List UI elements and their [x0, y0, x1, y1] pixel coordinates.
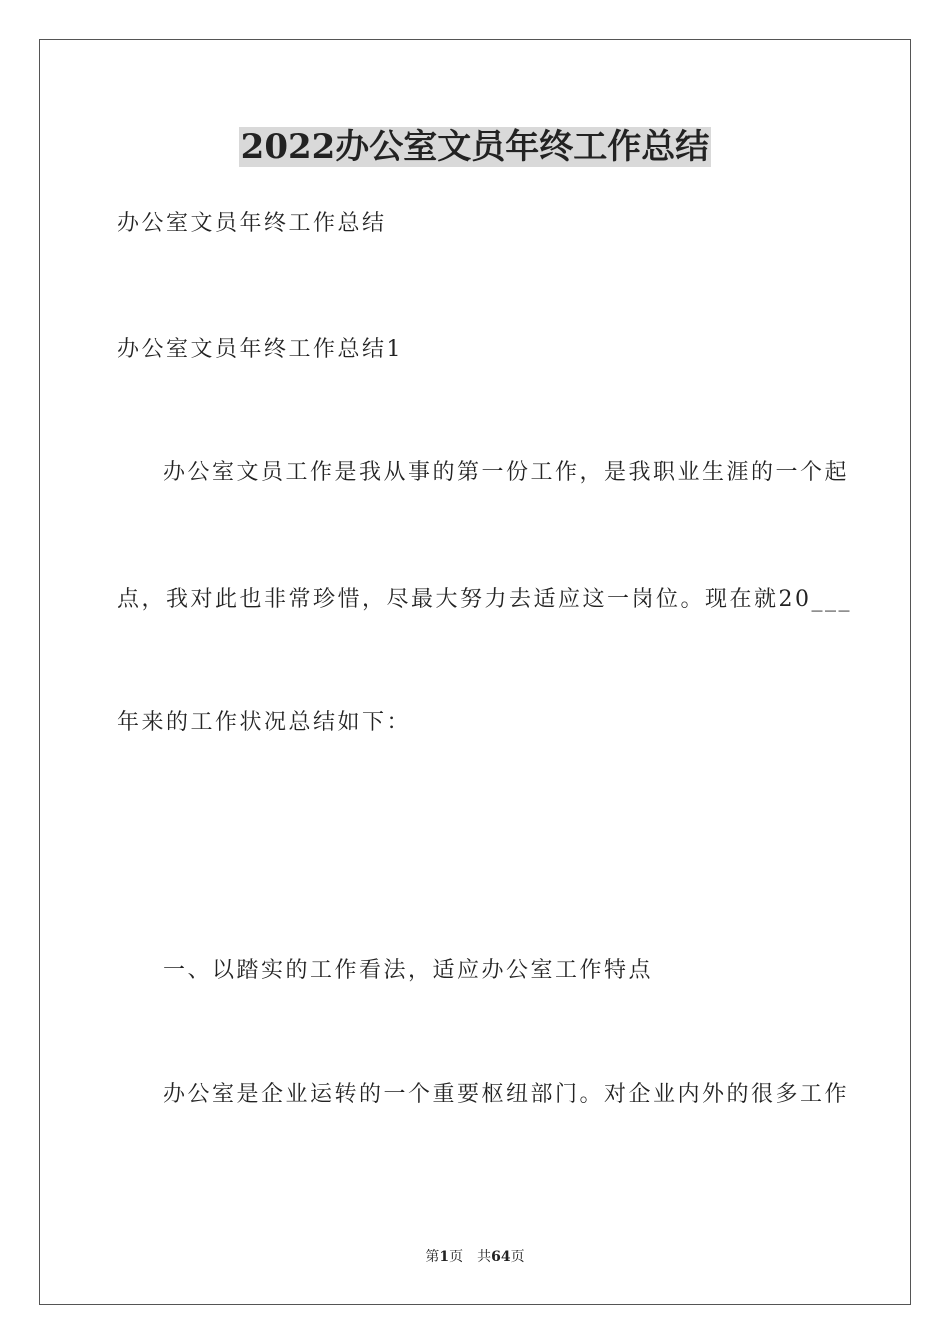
- paragraph-line: 办公室文员工作是我从事的第一份工作，是我职业生涯的一个起: [163, 460, 850, 485]
- subsection-heading-line: 一、以踏实的工作看法，适应办公室工作特点: [163, 958, 654, 983]
- footer-page-total: 64: [491, 1249, 511, 1265]
- subtitle-line: 办公室文员年终工作总结: [117, 211, 387, 236]
- document-title: [0, 122, 950, 172]
- footer-page-prefix: 第: [425, 1249, 440, 1265]
- paragraph-line: 点，我对此也非常珍惜，尽最大努力去适应这一岗位。现在就20___: [117, 587, 852, 612]
- page-footer: [0, 1247, 950, 1267]
- section-heading-line: 办公室文员年终工作总结1: [117, 337, 403, 362]
- document-title-text: 2022办公室文员年终工作总结: [240, 127, 710, 167]
- footer-page-mid: 页 共: [449, 1249, 492, 1265]
- paragraph-line: 年来的工作状况总结如下：: [117, 710, 412, 735]
- footer-page-current: 1: [439, 1249, 450, 1265]
- paragraph-line: 办公室是企业运转的一个重要枢纽部门。对企业内外的很多工作: [163, 1082, 850, 1107]
- footer-page-suffix: 页: [510, 1249, 525, 1265]
